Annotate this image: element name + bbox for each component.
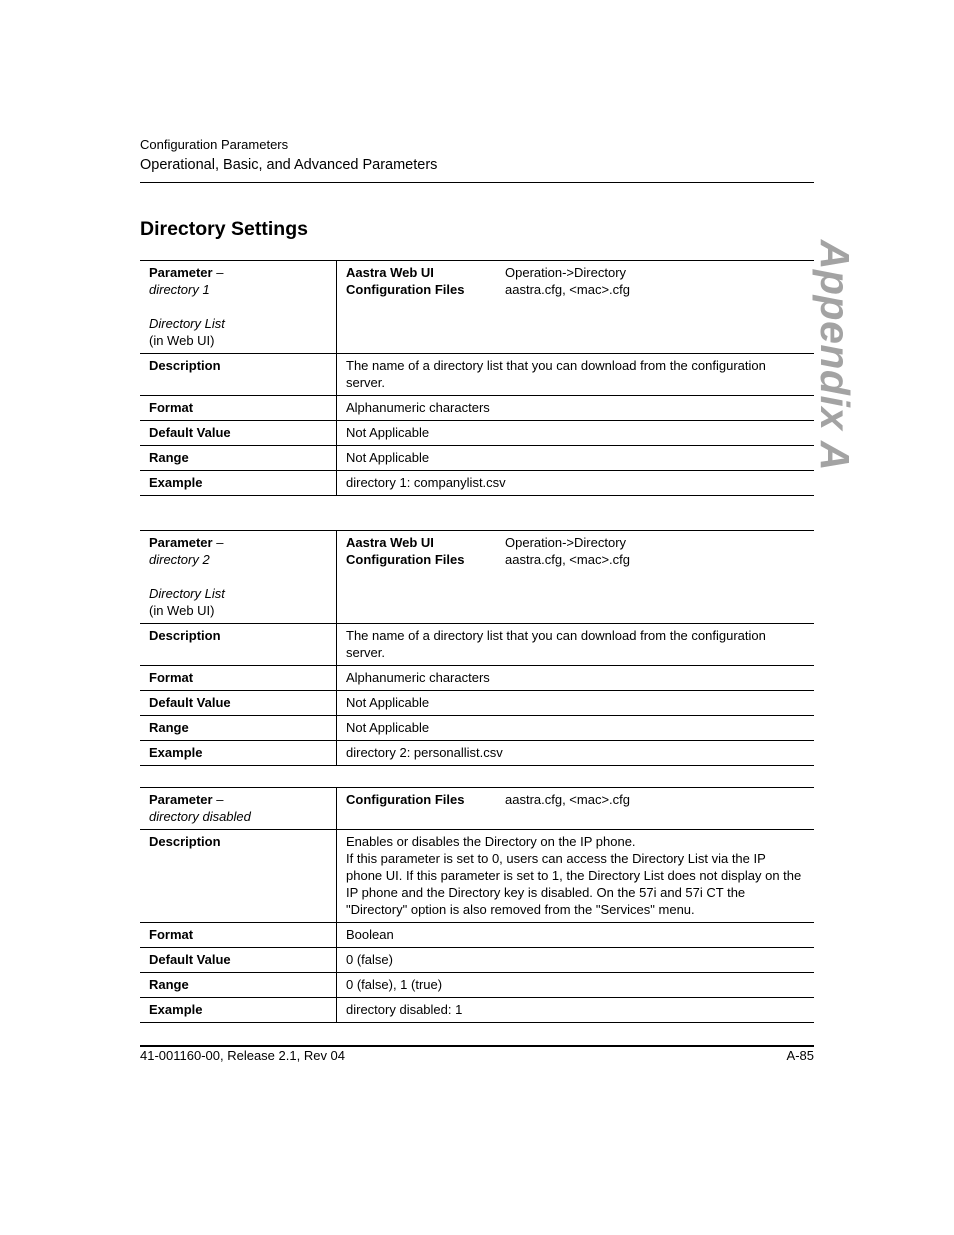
row-value: Not Applicable <box>337 691 815 716</box>
location-cell <box>337 531 815 624</box>
row-label <box>140 948 337 973</box>
table-row-range <box>140 973 814 998</box>
web-ui-note: (in Web UI) <box>149 333 215 348</box>
table-row-description <box>140 354 814 396</box>
parameter-label: Parameter <box>149 792 213 807</box>
table-row-example <box>140 471 814 496</box>
table-row-range <box>140 446 814 471</box>
row-value <box>337 830 815 923</box>
table-row-description <box>140 624 814 666</box>
location-value: Operation->Directory <box>505 535 627 550</box>
parameter-cell <box>140 531 337 624</box>
footer-rule <box>140 1045 814 1047</box>
row-label-text: Format <box>149 670 194 685</box>
parameter-label: Parameter <box>149 535 213 550</box>
table-row-parameter <box>140 531 814 624</box>
table-row-parameter <box>140 788 814 830</box>
row-label <box>140 471 337 496</box>
row-label-text: Range <box>149 720 189 735</box>
row-value: Not Applicable <box>337 421 815 446</box>
row-label <box>140 716 337 741</box>
row-label-text: Range <box>149 450 189 465</box>
parameter-cell <box>140 788 337 830</box>
header-rule <box>140 182 814 183</box>
row-value: directory 2: personallist.csv <box>337 741 815 766</box>
row-label <box>140 624 337 666</box>
parameter-label: Parameter <box>149 265 213 280</box>
location-key: Aastra Web UI <box>346 535 434 550</box>
row-label <box>140 354 337 396</box>
parameter-table-directory-2 <box>140 530 814 766</box>
location-cell <box>337 788 815 830</box>
location-key: Configuration Files <box>346 792 465 807</box>
row-value: Not Applicable <box>337 446 815 471</box>
table-row-example <box>140 741 814 766</box>
parameter-dash: – <box>212 792 224 807</box>
parameter-table-directory-disabled <box>140 787 814 1023</box>
running-header-section: Operational, Basic, and Advanced Parameters <box>140 157 438 173</box>
location-value: aastra.cfg, <mac>.cfg <box>505 552 631 567</box>
location-row <box>346 534 805 551</box>
parameter-cell <box>140 261 337 354</box>
location-row <box>346 264 805 281</box>
table-row-format <box>140 396 814 421</box>
row-label <box>140 741 337 766</box>
row-label-text: Format <box>149 400 194 415</box>
footer-document-id: 41-001160-00, Release 2.1, Rev 04 <box>140 1048 346 1063</box>
parameter-table-directory-1 <box>140 260 814 496</box>
location-key: Configuration Files <box>346 282 465 297</box>
row-value: Alphanumeric characters <box>337 666 815 691</box>
location-cell <box>337 261 815 354</box>
location-row <box>346 791 805 808</box>
section-title: Directory Settings <box>140 218 308 240</box>
table-row-range <box>140 716 814 741</box>
table-row-format <box>140 923 814 948</box>
row-label <box>140 691 337 716</box>
location-value: Operation->Directory <box>505 265 627 280</box>
web-ui-name: Directory List <box>149 586 225 601</box>
table-row-example <box>140 998 814 1023</box>
row-label <box>140 666 337 691</box>
description-line: Enables or disables the Directory on the IP phone. <box>346 834 636 849</box>
table-row-default-value <box>140 421 814 446</box>
table-row-format <box>140 666 814 691</box>
row-value: directory 1: companylist.csv <box>337 471 815 496</box>
row-label <box>140 830 337 923</box>
row-label <box>140 923 337 948</box>
location-value: aastra.cfg, <mac>.cfg <box>505 792 631 807</box>
row-label <box>140 446 337 471</box>
row-label-text: Example <box>149 475 203 490</box>
row-label-text: Format <box>149 927 194 942</box>
footer-page-number: A-85 <box>786 1048 814 1063</box>
location-key: Aastra Web UI <box>346 265 434 280</box>
row-label <box>140 998 337 1023</box>
row-value: Not Applicable <box>337 716 815 741</box>
description-paragraph: If this parameter is set to 0, users can access the Directory List via the IP phone UI. If this parameter is set to 1, the Directory List does not display on the IP phone and the Directory key is disabled. On the 57i and 57i CT the "Directory" option is also removed from the "Services" menu. <box>346 851 802 917</box>
location-key: Configuration Files <box>346 552 465 567</box>
location-row <box>346 281 805 298</box>
row-label-text: Default Value <box>149 425 231 440</box>
row-label <box>140 396 337 421</box>
row-label <box>140 421 337 446</box>
row-value: directory disabled: 1 <box>337 998 815 1023</box>
row-label-text: Default Value <box>149 952 231 967</box>
row-value: Boolean <box>337 923 815 948</box>
row-label-text: Example <box>149 745 203 760</box>
row-label-text: Range <box>149 977 189 992</box>
row-value: The name of a directory list that you can download from the configuration server. <box>337 624 815 666</box>
table-row-default-value <box>140 948 814 973</box>
parameter-name: directory 1 <box>149 282 210 297</box>
row-label <box>140 973 337 998</box>
row-label-text: Description <box>149 628 221 643</box>
appendix-side-label-text: Appendix A <box>812 239 859 471</box>
row-value: 0 (false), 1 (true) <box>337 973 815 998</box>
parameter-dash: – <box>212 535 224 550</box>
row-value: The name of a directory list that you can download from the configuration server. <box>337 354 815 396</box>
parameter-dash: – <box>212 265 224 280</box>
row-label-text: Default Value <box>149 695 231 710</box>
web-ui-name: Directory List <box>149 316 225 331</box>
parameter-name: directory disabled <box>149 809 251 824</box>
table-row-description <box>140 830 814 923</box>
row-value: 0 (false) <box>337 948 815 973</box>
table-row-default-value <box>140 691 814 716</box>
running-header-chapter: Configuration Parameters <box>140 137 289 152</box>
row-label-text: Description <box>149 834 221 849</box>
row-label-text: Description <box>149 358 221 373</box>
web-ui-note: (in Web UI) <box>149 603 215 618</box>
location-row <box>346 551 805 568</box>
row-label-text: Example <box>149 1002 203 1017</box>
location-value: aastra.cfg, <mac>.cfg <box>505 282 631 297</box>
parameter-name: directory 2 <box>149 552 210 567</box>
table-row-parameter <box>140 261 814 354</box>
row-value: Alphanumeric characters <box>337 396 815 421</box>
